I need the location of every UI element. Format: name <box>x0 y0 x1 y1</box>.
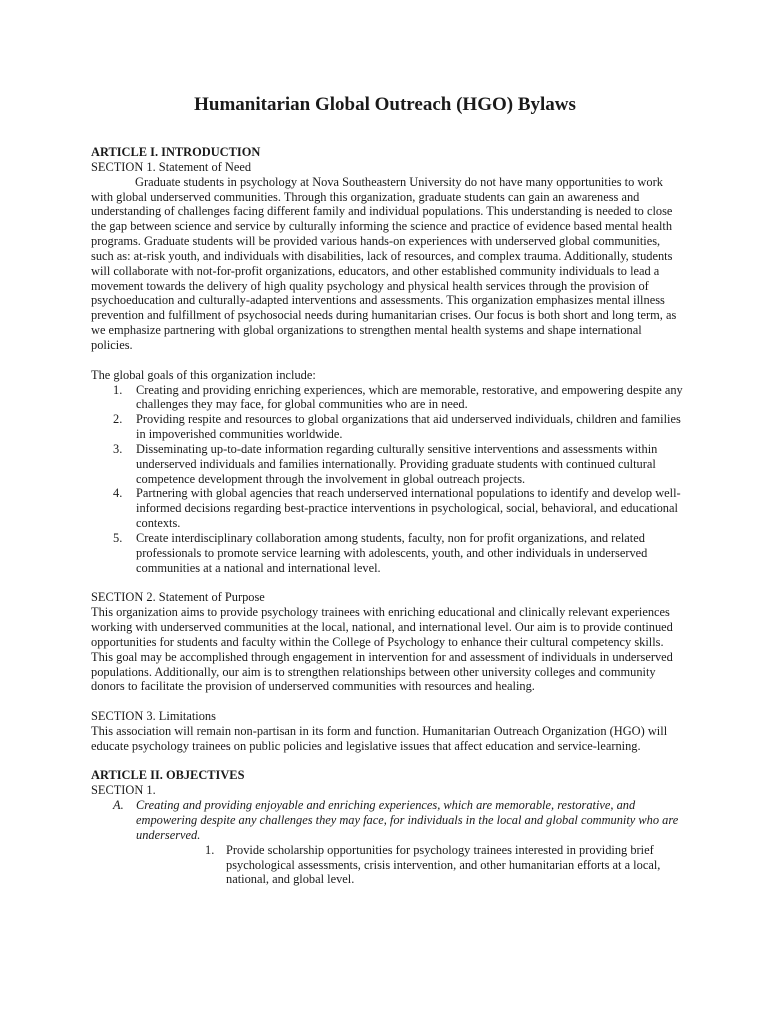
objective-a <box>91 798 683 843</box>
list-item-number: 1. <box>113 382 123 397</box>
objective-a-item-1-number: 1. <box>205 842 215 857</box>
objective-a-letter: A. <box>113 798 124 813</box>
list-item-number: 3. <box>113 441 123 456</box>
section-1-heading: SECTION 1. Statement of Need <box>91 159 252 174</box>
list-item-text: Disseminating up-to-date information regarding culturally sensitive interventions and assessments within underserved individuals and families internationally. Providing graduate students with continued cultural competence development through the involvement in global outreach projects. <box>136 441 658 486</box>
statement-of-need-paragraph: Graduate students in psychology at Nova Southeastern University do not have many opportunities to work with global underserved communities. Through this organization, graduate students can gain an awareness and understanding of challenges facing different family and individual populations. This understanding is needed to close the gap between science and service by culturally informing the science and practice of evidence based mental health programs. Graduate students will be provided various hands-on experiences with underserved global communities, such as: at-risk youth, and individuals with disabilities, lack of resources, and complex trauma. Additionally, students will collaborate with not-for-profit organizations, educators, and other established community individuals to lead a movement towards the delivery of high quality psychology and physical health services through the provision of psychoeducation and culturally-adapted interventions and assessments. This organization emphasizes mental illness prevention and fulfillment of psychosocial needs during humanitarian crises. Our focus is both short and long term, as we emphasize partnering with global organizations to strengthen mental health systems and shape international policies. <box>91 174 677 352</box>
article-2-section-1-heading: SECTION 1. <box>91 783 156 798</box>
list-item-number: 5. <box>113 530 123 545</box>
goals-intro: The global goals of this organization include: <box>91 367 316 382</box>
statement-of-purpose-paragraph: This organization aims to provide psychology trainees with enriching educational and clinically relevant experiences working with underserved communities at the local, national, and international level. Our aim is to provide continued opportunities for students and faculty within the College of Psychology to enhance their cultural competency skills. This goal may be accomplished through engagement in intervention for and assessment of individuals in underserved populations. Additionally, our aim is to strengthen relationships between other university colleges and community donors to facilitate the provision of underserved communities with resources and healing. <box>91 605 673 694</box>
document-body <box>91 145 683 887</box>
list-item <box>91 486 683 531</box>
spacer <box>91 353 683 368</box>
section-3-heading: SECTION 3. Limitations <box>91 709 216 724</box>
spacer <box>91 575 683 590</box>
list-item-number: 2. <box>113 412 123 427</box>
objective-a-text: Creating and providing enjoyable and enriching experiences, which are memorable, restorative, and empowering despite any challenges they may face, for individuals in the local and global community who are underserved. <box>136 798 679 842</box>
list-item-text: Creating and providing enriching experiences, which are memorable, restorative, and empowering despite any challenges they may face, for global communities who are in need. <box>136 382 683 412</box>
list-item <box>91 531 683 576</box>
goals-list <box>91 383 683 576</box>
article-1-heading: ARTICLE I. INTRODUCTION <box>91 145 261 159</box>
article-2-heading: ARTICLE II. OBJECTIVES <box>91 768 245 783</box>
page-title: Humanitarian Global Outreach (HGO) Bylaws <box>194 94 576 115</box>
list-item-number: 4. <box>113 486 123 501</box>
objective-a-item-1-text: Provide scholarship opportunities for psychology trainees interested in providing brief psychological assessments, crisis intervention, and other humanitarian efforts at a local, national, and global level. <box>226 842 661 887</box>
objective-a-item-1 <box>91 843 683 888</box>
list-item-text: Partnering with global agencies that reach underserved international populations to identify and develop well-informed decisions regarding best-practice interventions in psychological, social, behavioral, and educational contexts. <box>136 486 681 531</box>
spacer <box>91 694 683 709</box>
limitations-paragraph: This association will remain non-partisan in its form and function. Humanitarian Outreach Organization (HGO) will educate psychology trainees on public policies and legislative issues that affect education and service-learning. <box>91 723 668 753</box>
list-item <box>91 442 683 487</box>
list-item-text: Providing respite and resources to global organizations that aid underserved individuals, children and families in impoverished communities worldwide. <box>136 412 681 442</box>
spacer <box>91 754 683 769</box>
list-item <box>91 412 683 442</box>
list-item <box>91 383 683 413</box>
list-item-text: Create interdisciplinary collaboration among students, faculty, non for profit organizations, and related professionals to promote service learning with adolescents, youth, and other individuals in underserved communities at a national and international level. <box>136 530 648 575</box>
section-2-heading: SECTION 2. Statement of Purpose <box>91 590 265 605</box>
